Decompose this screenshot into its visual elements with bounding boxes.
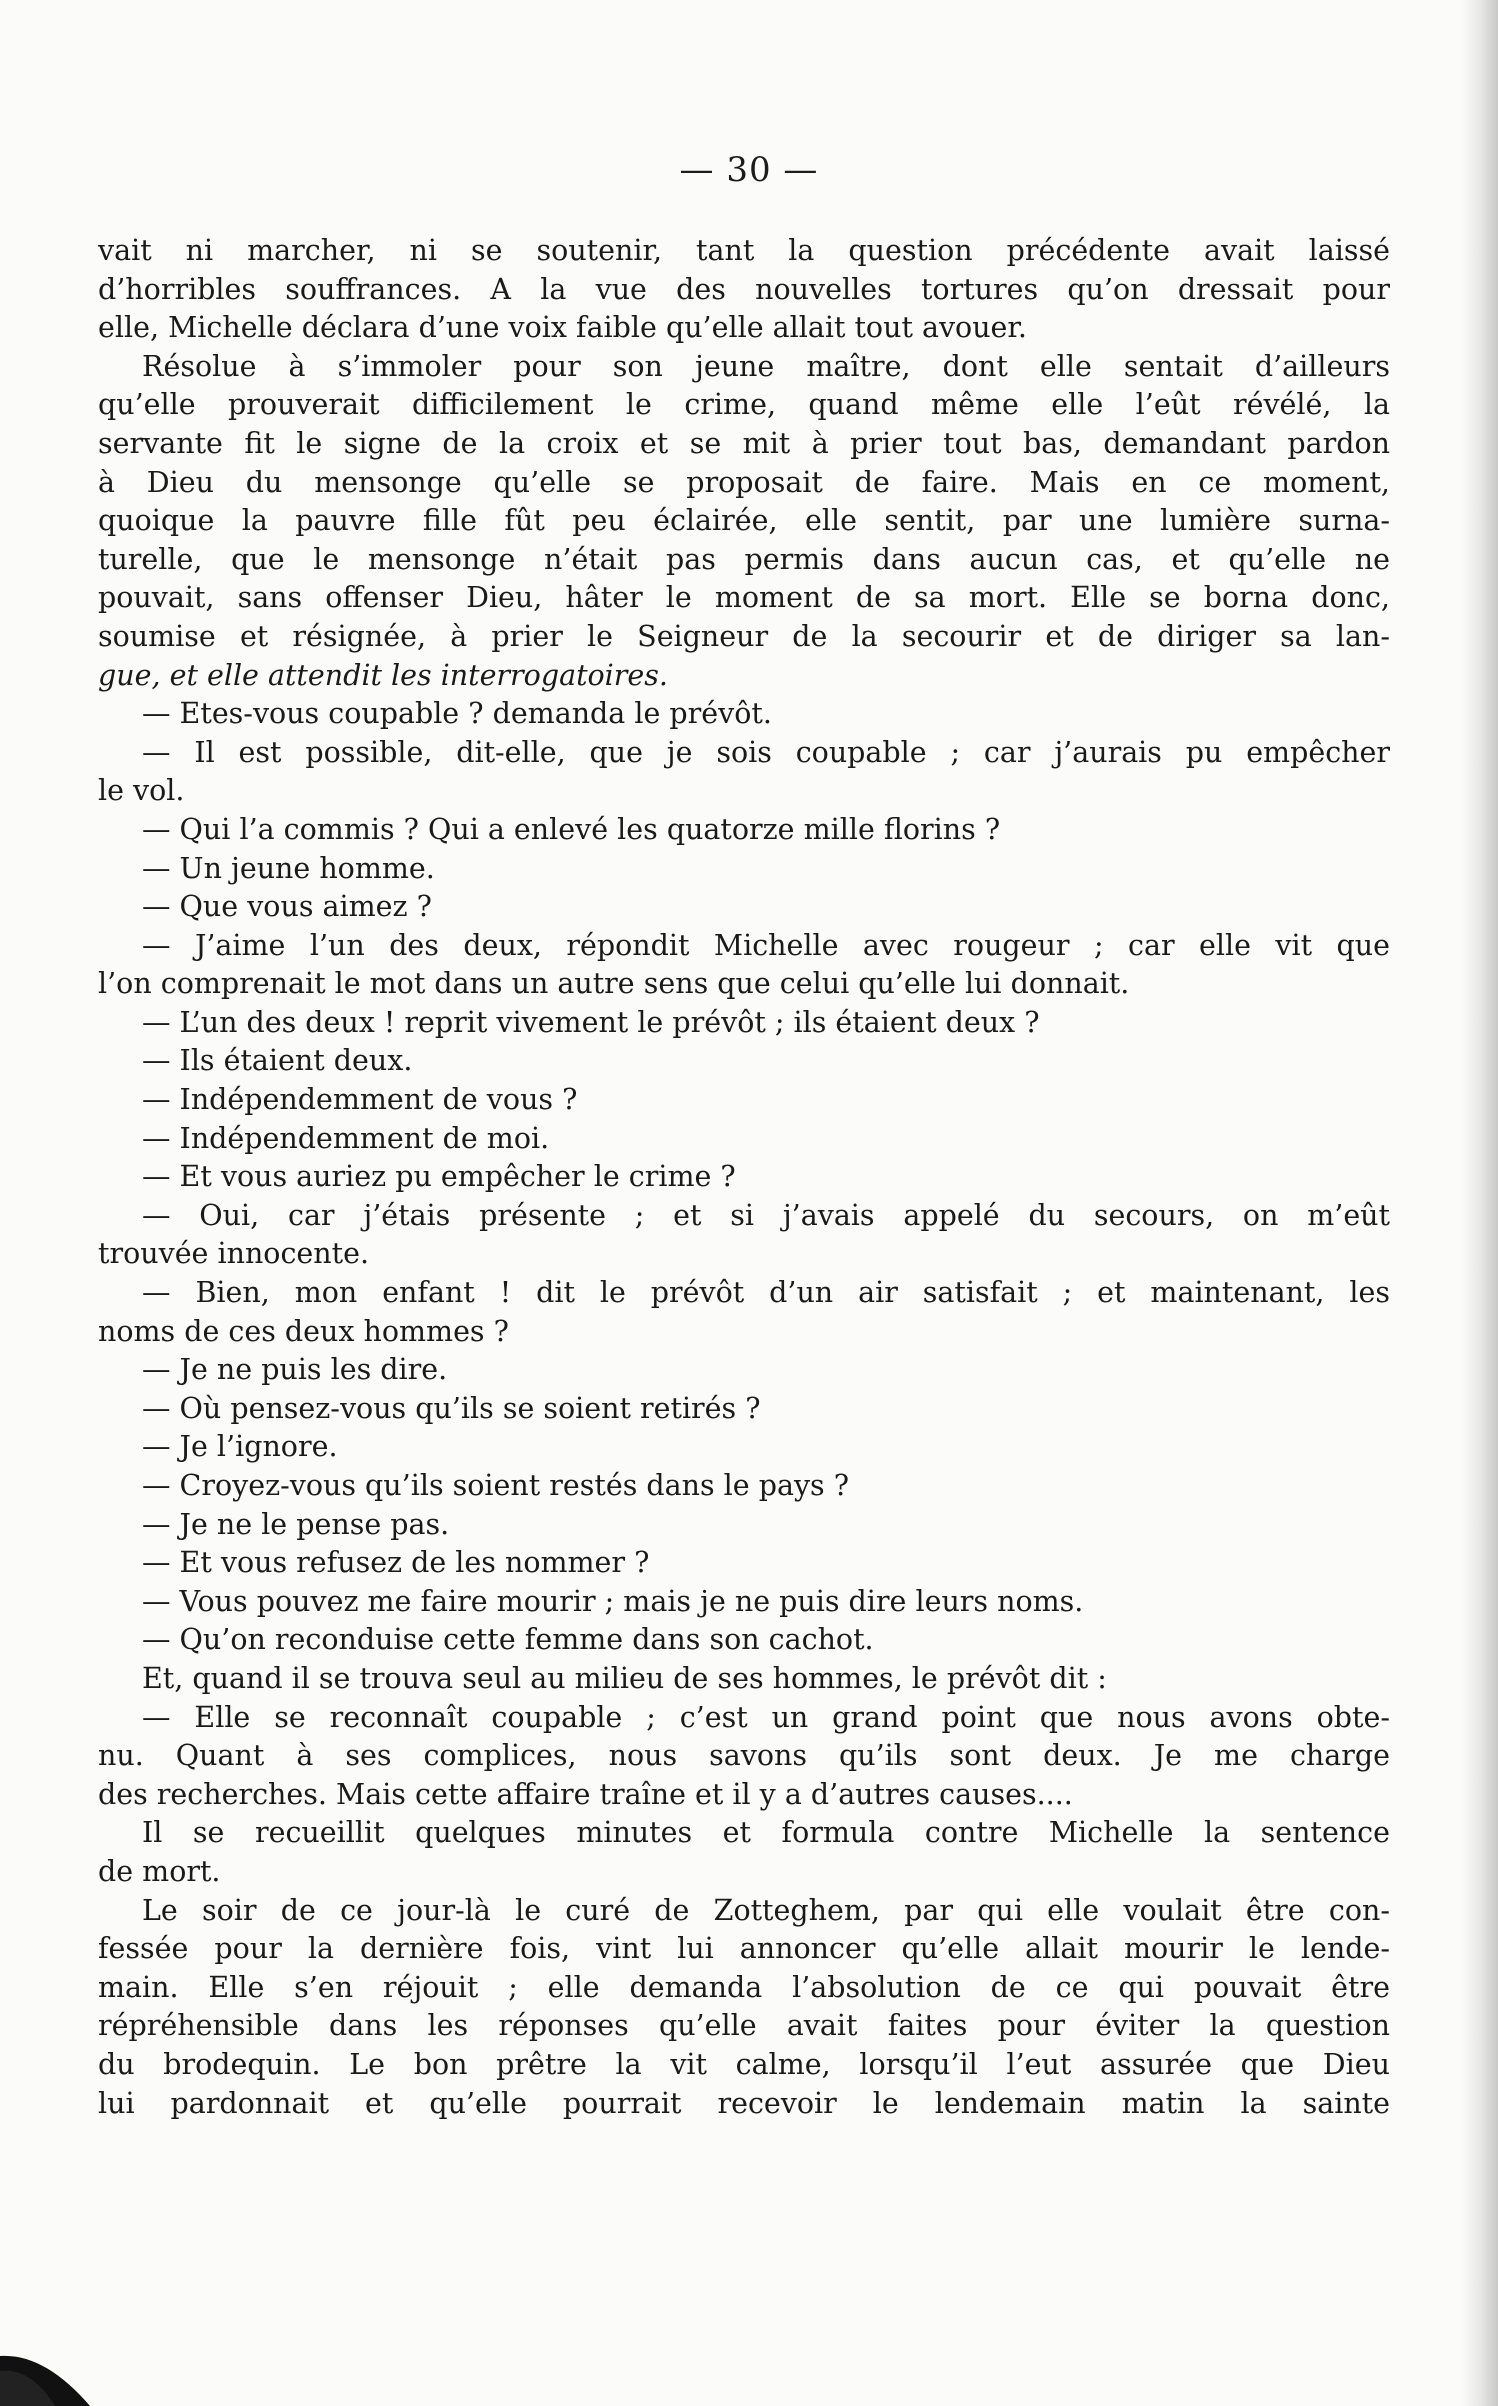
- text-line: le vol.: [98, 774, 185, 808]
- text-line: d’horribles souffrances. A la vue des nouvelles tortures qu’on dressait pour: [98, 272, 1390, 306]
- text-line: — Je ne puis les dire.: [142, 1353, 448, 1387]
- text-line: qu’elle prouverait difficilement le crime, quand même elle l’eût révélé, la: [98, 388, 1390, 422]
- text-line: — Il est possible, dit-elle, que je sois coupable ; car j’aurais pu empêcher: [142, 735, 1390, 769]
- text-line: trouvée innocente.: [98, 1237, 370, 1271]
- text-line: — Bien, mon enfant ! dit le prévôt d’un air satisfait ; et maintenant, les: [142, 1276, 1390, 1310]
- corner-ink-blot: [0, 2316, 120, 2406]
- text-line: de mort.: [98, 1854, 221, 1888]
- text-line: quoique la pauvre fille fût peu éclairée, elle sentit, par une lumière surna-: [98, 504, 1390, 538]
- text-line: — L’un des deux ! reprit vivement le prévôt ; ils étaient deux ?: [142, 1005, 1040, 1039]
- text-line: lui pardonnait et qu’elle pourrait recevoir le lendemain matin la sainte: [98, 2086, 1390, 2120]
- text-line: — Oui, car j’étais présente ; et si j’avais appelé du secours, on m’eût: [142, 1198, 1390, 1232]
- text-line: à Dieu du mensonge qu’elle se proposait de faire. Mais en ce moment,: [98, 465, 1390, 499]
- text-line: — Croyez-vous qu’ils soient restés dans le pays ?: [142, 1469, 850, 1502]
- text-line: turelle, que le mensonge n’était pas permis dans aucun cas, et qu’elle ne: [98, 542, 1390, 576]
- text-line: servante fit le signe de la croix et se mit à prier tout bas, demandant pardon: [98, 426, 1390, 460]
- text-line: Résolue à s’immoler pour son jeune maître, dont elle sentait d’ailleurs: [142, 349, 1390, 383]
- text-line: Et, quand il se trouva seul au milieu de ses hommes, le prévôt dit :: [142, 1661, 1107, 1695]
- text-line: — Et vous refusez de les nommer ?: [142, 1546, 650, 1580]
- text-line: vait ni marcher, ni se soutenir, tant la question précédente avait laissé: [98, 234, 1390, 267]
- text-line: gue, et elle attendit les interrogatoires.: [98, 658, 668, 692]
- text-line: — Elle se reconnaît coupable ; c’est un grand point que nous avons obte-: [142, 1700, 1390, 1734]
- text-line: — Et vous auriez pu empêcher le crime ?: [142, 1160, 736, 1194]
- text-line: — Indépendemment de vous ?: [142, 1083, 578, 1117]
- text-line: du brodequin. Le bon prêtre la vit calme, lorsqu’il l’eut assurée que Dieu: [98, 2047, 1390, 2081]
- text-line: Il se recueillit quelques minutes et formula contre Michelle la sentence: [142, 1816, 1390, 1850]
- text-line: — Je l’ignore.: [142, 1430, 338, 1464]
- text-line: elle, Michelle déclara d’une voix faible qu’elle allait tout avouer.: [98, 311, 1027, 345]
- text-line: l’on comprenait le mot dans un autre sens que celui qu’elle lui donnait.: [98, 967, 1130, 1001]
- page-number: — 30 —: [679, 150, 819, 190]
- text-line: des recherches. Mais cette affaire traîne et il y a d’autres causes....: [98, 1777, 1073, 1811]
- text-line: nu. Quant à ses complices, nous savons qu’ils sont deux. Je me charge: [98, 1739, 1390, 1773]
- text-line: — Je ne le pense pas.: [142, 1507, 450, 1541]
- text-line: fessée pour la dernière fois, vint lui annoncer qu’elle allait mourir le lende-: [98, 1932, 1390, 1966]
- body-text: [98, 232, 1390, 2123]
- text-line: main. Elle s’en réjouit ; elle demanda l’absolution de ce qui pouvait être: [98, 1970, 1390, 2004]
- text-line: — Ils étaient deux.: [142, 1044, 413, 1078]
- text-line: — Un jeune homme.: [142, 851, 435, 885]
- text-line: — Où pensez-vous qu’ils se soient retirés ?: [142, 1391, 761, 1425]
- text-line: — Vous pouvez me faire mourir ; mais je ne puis dire leurs noms.: [142, 1584, 1084, 1618]
- text-line: — Indépendemment de moi.: [142, 1121, 550, 1155]
- text-line: — Etes-vous coupable ? demanda le prévôt.: [142, 697, 772, 731]
- text-line: — J’aime l’un des deux, répondit Michelle avec rougeur ; car elle vit que: [142, 928, 1390, 962]
- text-line: — Que vous aimez ?: [142, 890, 432, 924]
- text-line: Le soir de ce jour-là le curé de Zotteghem, par qui elle voulait être con-: [142, 1893, 1390, 1927]
- text-line: pouvait, sans offenser Dieu, hâter le moment de sa mort. Elle se borna donc,: [98, 581, 1390, 615]
- text-line: répréhensible dans les réponses qu’elle avait faites pour éviter la question: [98, 2009, 1390, 2043]
- text-line: soumise et résignée, à prier le Seigneur de la secourir et de diriger sa lan-: [98, 619, 1390, 653]
- page-edge-shadow: [1462, 0, 1498, 2406]
- text-line: — Qu’on reconduise cette femme dans son cachot.: [142, 1623, 874, 1657]
- text-line: — Qui l’a commis ? Qui a enlevé les quatorze mille florins ?: [142, 812, 1001, 846]
- text-line: noms de ces deux hommes ?: [98, 1314, 509, 1348]
